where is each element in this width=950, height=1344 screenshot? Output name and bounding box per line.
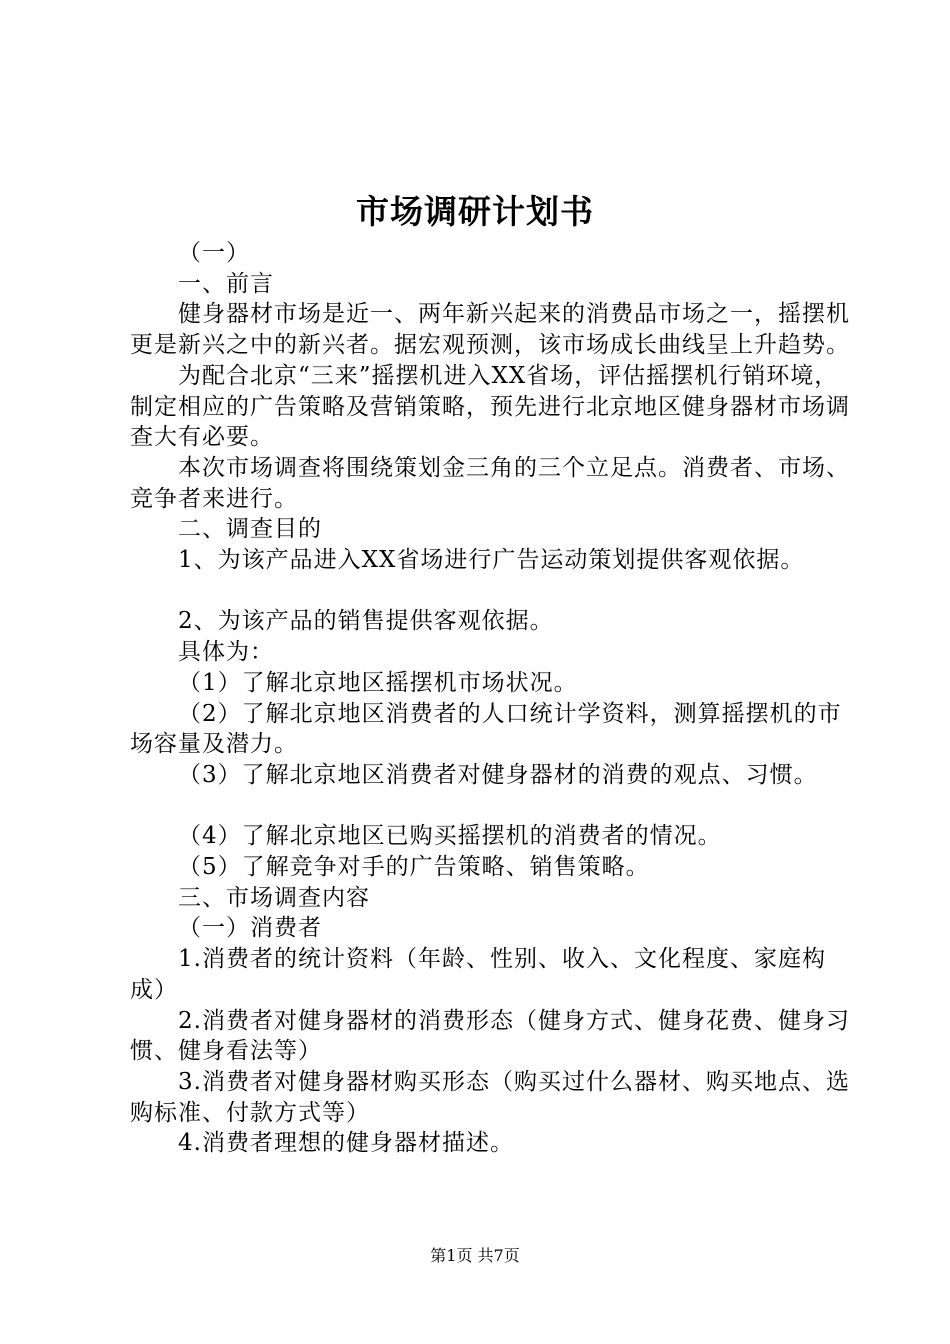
list-item: （2）了解北京地区消费者的人口统计学资料，测算摇摆机的市场容量及潜力。 [130,700,842,758]
list-item: 4.消费者理想的健身器材描述。 [178,1130,514,1157]
page-indicator: 第1页 共7页 [430,1246,520,1265]
blank-line [130,576,850,607]
list-item: 3.消费者对健身器材购买形态（购买过什么器材、购买地点、选购标准、付款方式等） [130,1068,850,1126]
heading-preface: 一、前言 [178,270,274,297]
list-item: （4）了解北京地区已购买摇摆机的消费者的情况。 [178,823,722,850]
paragraph: 健身器材市场是近一、两年新兴起来的消费品市场之一，摇摆机更是新兴之中的新兴者。据宏观预测，该市场成长曲线呈上升趋势。 [130,301,850,359]
subheading-consumer: （一）消费者 [178,915,322,942]
heading-purpose: 二、调查目的 [178,516,322,543]
paragraph: 本次市场调查将围绕策划金三角的三个立足点。消费者、市场、竞争者来进行。 [130,454,850,512]
paragraph: 具体为： [178,639,274,666]
document-title: 市场调研计划书 [356,192,594,231]
list-item: （5）了解竞争对手的广告策略、销售策略。 [178,854,650,881]
blank-line [130,791,850,822]
list-item: （1）了解北京地区摇摆机市场状况。 [178,669,578,696]
list-item: （3）了解北京地区消费者对健身器材的消费的观点、习惯。 [178,761,818,788]
list-item: 1.消费者的统计资料（年龄、性别、收入、文化程度、家庭构成） [130,946,826,1003]
document-body [130,238,850,1159]
heading-content: 三、市场调查内容 [178,884,370,911]
paragraph: 1、为该产品进入XX省场进行广告运动策划提供客观依据。 [178,547,805,574]
paragraph: 为配合北京“三来”摇摆机进入XX省场，评估摇摆机行销环境，制定相应的广告策略及营销策略，预先进行北京地区健身器材市场调查大有必要。 [130,362,850,451]
section-marker: （一） [178,240,250,266]
paragraph: 2、为该产品的销售提供客观依据。 [178,608,554,635]
list-item: 2.消费者对健身器材的消费形态（健身方式、健身花费、健身习惯、健身看法等） [130,1007,850,1065]
